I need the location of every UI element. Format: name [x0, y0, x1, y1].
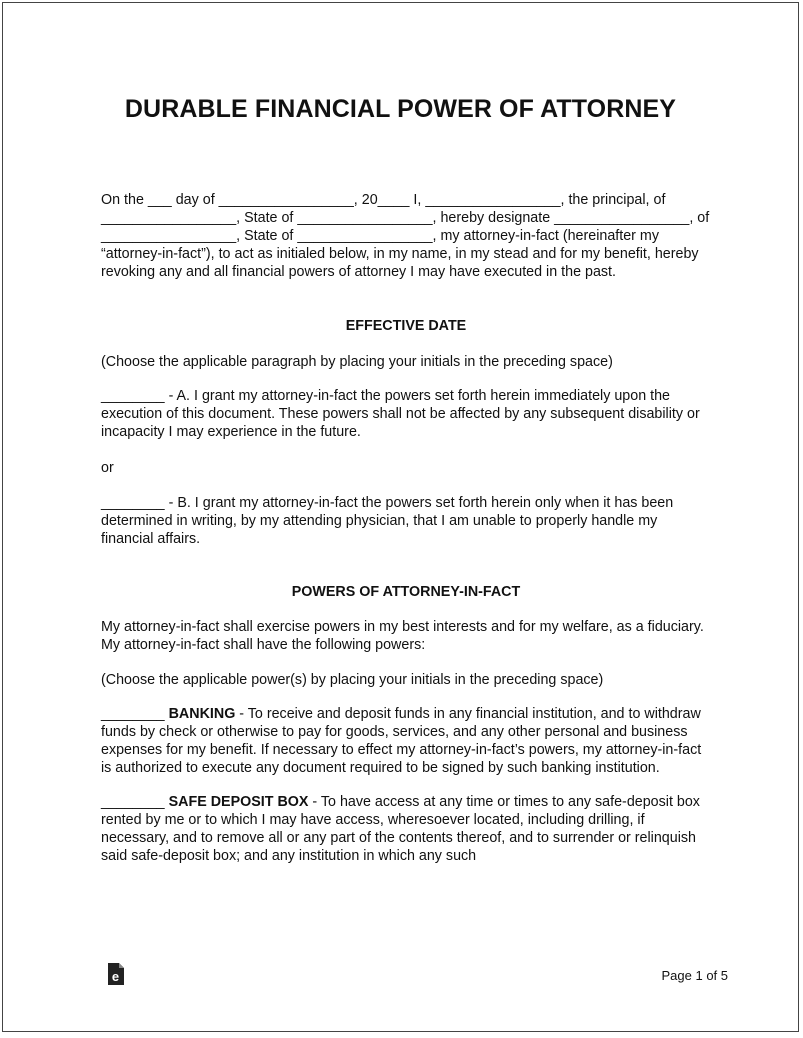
document-page [2, 2, 799, 1032]
banking-label: BANKING [168, 706, 236, 722]
power-banking [101, 705, 711, 777]
banking-text: - To receive and deposit funds in any financial institution, and to withdraw funds by check or otherwise to pay for goods, services, and any other personal and business expenses for my benefit. If necessary to effect my attorney-in-fact’s powers, my attorney-in-fact is authorized to execute any document required to be signed by such banking institution. [101, 706, 702, 776]
safe-deposit-initials-blank: ________ [101, 794, 165, 810]
banking-initials-blank: ________ [101, 706, 165, 722]
safe-deposit-label: SAFE DEPOSIT BOX [168, 794, 309, 810]
powers-instruction: (Choose the applicable power(s) by placing your initials in the preceding space) [101, 672, 604, 688]
effective-date-option-b: ________ - B. I grant my attorney-in-fact the powers set forth herein only when it has been determined in writing, by my attending physician, that I am unable to properly handle my financial affairs. [101, 495, 674, 547]
safe-deposit-text: - To have access at any time or times to any safe-deposit box rented by me or to which I may have access, wheresoever located, including drilling, if necessary, and to remove all or any part of the contents thereof, and to surrender or relinquish said safe-deposit box; and any institution in which any such [101, 794, 700, 864]
effective-date-option-a: ________ - A. I grant my attorney-in-fact the powers set forth herein immediately upon the execution of this document. These powers shall not be affected by any subsequent disability or incapacity I may experience in the future. [101, 388, 700, 440]
intro-paragraph: On the ___ day of _________________, 20____ I, _________________, the principal, of _________________, State of _________________, hereby designate _________________, of _________________, State of _________________, my attorney-in-fact (hereinafter my “attorney-in-fact”), to act as initialed below, in my name, in my stead and for my benefit, hereby revoking any and all financial powers of attorney I may have executed in the past. [101, 192, 710, 280]
power-safe-deposit-box [101, 793, 711, 865]
powers-heading: POWERS OF ATTORNEY-IN-FACT [291, 584, 521, 600]
powers-intro: My attorney-in-fact shall exercise powers in my best interests and for my welfare, as a fiduciary. My attorney-in-fact shall have the following powers: [101, 619, 704, 653]
effective-date-heading: EFFECTIVE DATE [345, 318, 467, 334]
effective-date-or: or [101, 460, 114, 476]
document-body [101, 191, 711, 865]
effective-date-instruction: (Choose the applicable paragraph by placing your initials in the preceding space) [101, 354, 613, 370]
page-number: Page 1 of 5 [661, 968, 728, 983]
document-title: DURABLE FINANCIAL POWER OF ATTORNEY [124, 95, 677, 123]
eforms-logo-letter: e [111, 969, 120, 984]
eforms-logo-icon [107, 962, 125, 986]
